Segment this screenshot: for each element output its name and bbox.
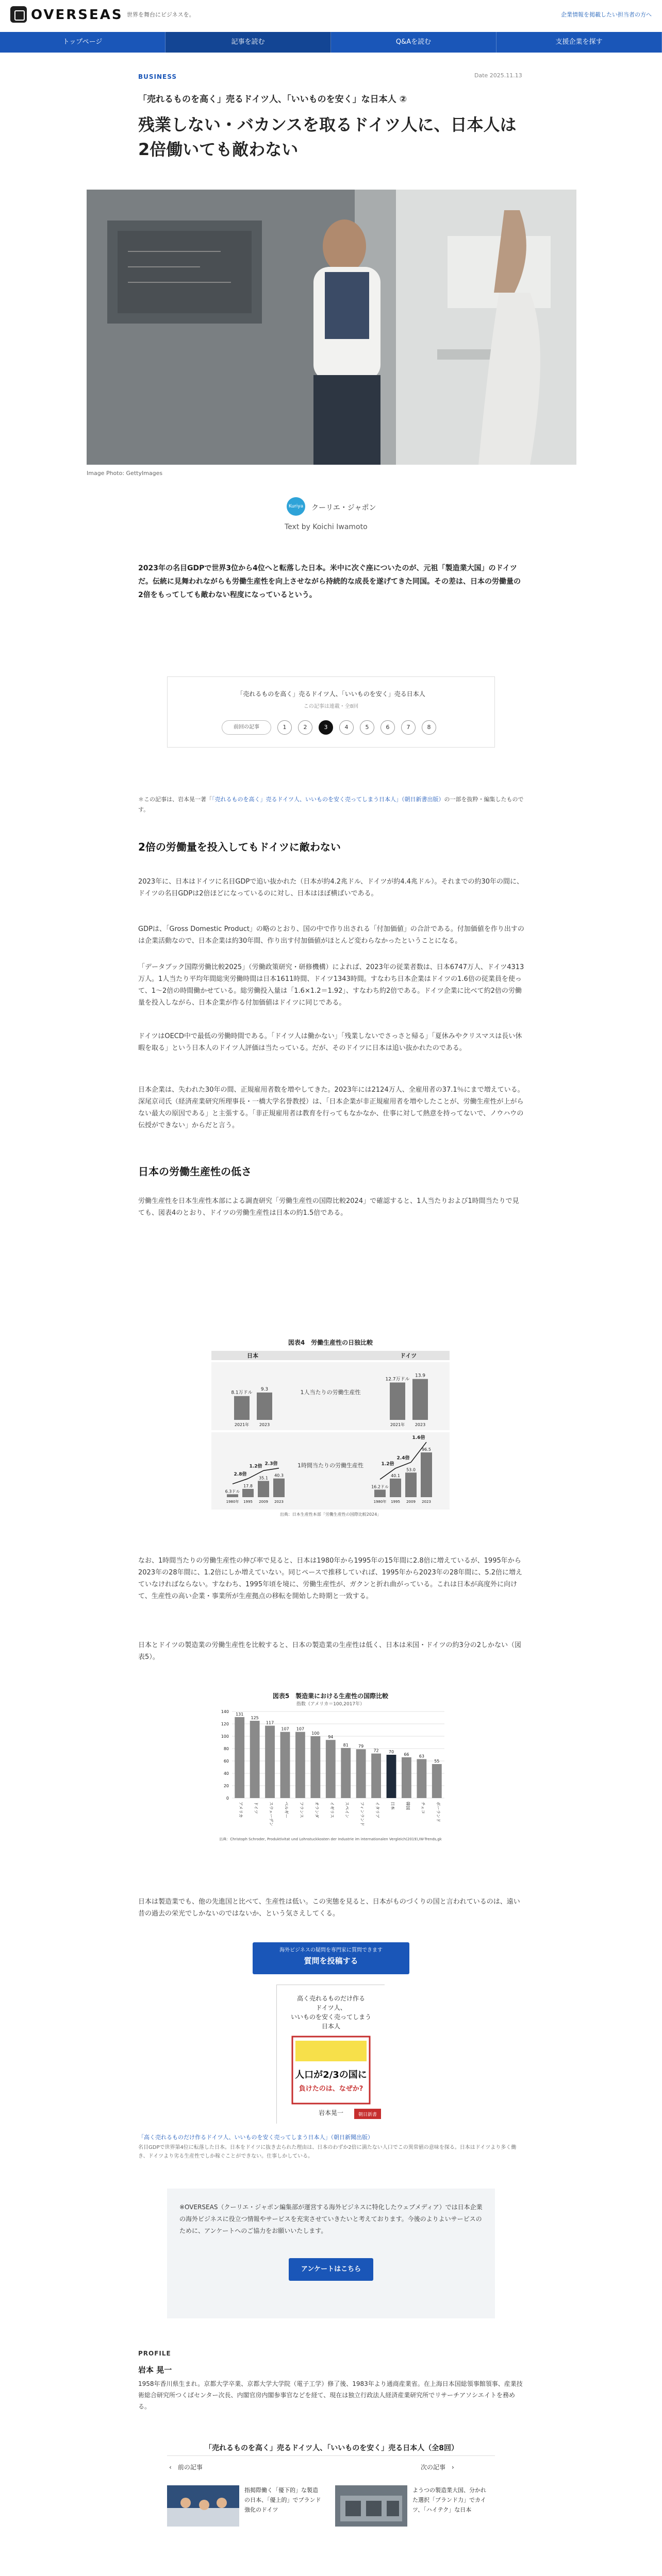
ask-sub-label: 海外ビジネスの疑問を専門家に質問できます: [279, 1947, 383, 1953]
paragraph: 2023年に、日本はドイツに名目GDPで追い抜かれた（日本が約4.2兆ドル、ドイツが約4.4兆ドル）。それまでの約30年の間に、ドイツの名目GDPは2倍ほどになっているのに対し、日本はほぼ横ばいである。: [138, 878, 524, 897]
chart5-category-label: フランス: [299, 1802, 304, 1818]
chart4-bar: [242, 1489, 254, 1497]
chart4-growth-label: 1.6倍: [412, 1435, 425, 1441]
page-8-button[interactable]: 8: [422, 720, 436, 735]
chart5-y-tick: 120: [221, 1722, 229, 1726]
chart5-y-tick: 0: [226, 1796, 229, 1801]
chart5-category-label: オランダ: [314, 1802, 319, 1818]
chart5-bar: [417, 1759, 426, 1798]
chart-figure-5: [211, 1691, 450, 1845]
chart4-col-japan: 日本: [247, 1352, 258, 1359]
chart4-title: 図表4 労働生産性の日独比較: [288, 1339, 373, 1346]
chart5-bar: [326, 1740, 336, 1798]
chart4-bar: [405, 1472, 417, 1497]
chart4-data-label: 53.0: [406, 1467, 416, 1472]
chart4-bar: [390, 1382, 405, 1420]
chart5-y-tick: 80: [223, 1747, 229, 1751]
chart4-tick-label: 2023: [274, 1500, 284, 1504]
chart4-tick-label: 2023: [259, 1422, 270, 1427]
survey-text: ※OVERSEAS（クーリエ・ジャポン編集部が運営する海外ビジネスに特化したウェブメディア）では日本企業の海外ビジネスに役立つ情報やサービスを充実させていきたいと考えております。今後のよりよいサービスのために、アンケートへのご協力をお願いいたします。: [179, 2204, 483, 2234]
chart5-category-label: ベルギー: [284, 1802, 289, 1818]
chart4-data-label: 6.3ドル: [225, 1489, 240, 1494]
chart5-category-label: 日本: [390, 1802, 395, 1810]
logo-mark-icon[interactable]: [10, 6, 27, 23]
chart4-data-label: 35.1: [259, 1476, 268, 1481]
book-headline: 人口が2/3の国に: [295, 2070, 367, 2080]
chart5-data-label: 55: [434, 1759, 440, 1764]
chart5-bar: [235, 1717, 244, 1798]
chart4-col-germany: ドイツ: [400, 1352, 417, 1359]
section-heading-2: 日本の労働生産性の低さ: [138, 1165, 252, 1178]
chart5-category-label: ドイツ: [254, 1802, 259, 1814]
chart4-tick-label: 1980年: [226, 1500, 239, 1504]
page-5-button[interactable]: 5: [360, 720, 374, 735]
chart5-category-label: 韓国: [405, 1802, 410, 1810]
page-7-button[interactable]: 7: [401, 720, 416, 735]
paragraph: GDPは、「Gross Domestic Product」の略のとおり、国の中で作り出される「付加価値」の合計である。付加価値を作り出すのは企業活動なので、日本企業は約30年間、作り出す付加価値がほとんど変わらなかったということになる。: [138, 925, 524, 945]
nav-item-articles[interactable]: 記事を読む: [166, 32, 331, 53]
chart4-tick-label: 1980年: [373, 1500, 387, 1504]
profile-name: 岩本 晃一: [138, 2365, 172, 2375]
chart5-bar: [295, 1732, 305, 1798]
chart5-data-label: 81: [343, 1742, 349, 1748]
paragraph: 「データブック国際労働比較2025」（労働政策研究・研修機構）によれば、2023年の従業者数は、日本6747万人、ドイツ4313万人。1人当たり平均年間総実労働時間は日本1611時間、ドイツ1343時間。すなわち日本企業はドイツの1.6倍の従業員を使って、1～2倍の時間働かせている。総労働投入量は「1.6×1.2＝1.92」、すなわち約2倍である。ドイツ企業に比べて約2倍の労働量を投入しながら、日本企業が作る付加価値はドイツに同じである。: [138, 963, 524, 1007]
author-avatar[interactable]: Kuriya: [287, 497, 305, 516]
site-tagline: 世界を舞台にビジネスを。: [127, 11, 195, 18]
book-title-line: 日本人: [321, 2023, 341, 2030]
chart4-panel1-label: 1人当たりの労働生産性: [300, 1389, 361, 1396]
chart5-data-label: 94: [328, 1735, 334, 1740]
chart4-tick-label: 2009: [406, 1500, 416, 1504]
chart4-growth-label: 2.4倍: [396, 1455, 410, 1461]
chart4-data-label: 9.3: [260, 1386, 269, 1392]
book-cover-art: [277, 1985, 385, 2124]
chart5-data-label: 70: [388, 1750, 394, 1754]
chart4-data-label: 96.5: [422, 1447, 431, 1452]
advertiser-link[interactable]: 企業情報を掲載したい担当者の方へ: [561, 11, 652, 18]
chevron-right-icon: ›: [445, 2464, 454, 2471]
paragraph: 日本とドイツの製造業の労働生産性を比較すると、日本の製造業の生産性は低く、日本は米国・ドイツの約3分の2しかない（図表5）。: [138, 1641, 521, 1661]
chart4-tick-label: 2023: [415, 1422, 426, 1427]
chart5-category-label: フィンランド: [360, 1802, 365, 1826]
chart5-category-label: アメリカ: [238, 1802, 243, 1818]
page-1-button[interactable]: 1: [277, 720, 292, 735]
chart4-bar: [234, 1396, 250, 1420]
profile-heading: PROFILE: [138, 2350, 171, 2357]
chart4-growth-label: 2.3倍: [264, 1461, 278, 1467]
chart4-data-label: 40.3: [274, 1473, 284, 1478]
series-count: この記事は連載・全8回: [303, 704, 359, 709]
article-category[interactable]: BUSINESS: [138, 73, 177, 80]
chart4-data-label: 17.8: [243, 1483, 253, 1488]
chart5-y-tick: 60: [223, 1759, 229, 1764]
nav-item-top[interactable]: トップページ: [0, 32, 166, 53]
image-credit: Image Photo: GettyImages: [87, 470, 163, 477]
next-article-title[interactable]: ようつの製造業大国、分かれた選択「ブランド力」でカイツ、「ハイテク」な日本: [412, 2487, 486, 2513]
chart4-bar: [421, 1452, 432, 1497]
chart4-growth-label: 2.8倍: [234, 1471, 247, 1477]
chart5-data-label: 66: [404, 1752, 409, 1757]
chart4-bar: [227, 1494, 238, 1497]
source-note: [138, 794, 525, 815]
chart5-y-tick: 20: [223, 1784, 229, 1788]
nav-item-qa[interactable]: Q&Aを読む: [331, 32, 496, 53]
chart5-source: 出典：Christoph Schroder, Produktivitat und Lohnstuckkosten der Industrie im internationalen Vergleich(2019),IW-Trends,gk: [219, 1837, 442, 1841]
chart4-tick-label: 1995: [243, 1500, 253, 1504]
book-title-line: いいものを安く売ってしまう: [290, 2013, 372, 2021]
book-headline2: 負けたのは、なぜか?: [299, 2085, 363, 2093]
chevron-left-icon: ‹: [169, 2464, 178, 2471]
chart4-tick-label: 1995: [391, 1500, 400, 1504]
book-title-line: 高く売れるものだけ作る: [296, 1995, 366, 2002]
chart4-growth-label: 1.2倍: [249, 1464, 262, 1469]
chart5-category-label: スウェーデン: [269, 1802, 274, 1826]
paragraph: 日本は製造業でも、他の先進国と比べて、生産性は低い。この実態を見ると、日本がものづくりの国と言われているのは、遠い昔の過去の栄光でしかないのではないか、という気さえしてくる。: [138, 1898, 520, 1918]
chart5-bar: [250, 1721, 260, 1798]
chart5-y-tick: 40: [223, 1771, 229, 1776]
chart5-data-label: 107: [281, 1726, 289, 1732]
book-caption[interactable]: 「高く売れるものだけ作るドイツ人、いいものを安く売ってしまう日本人」（朝日新聞出版）: [138, 2134, 373, 2141]
chart5-bar: [356, 1749, 366, 1798]
next-article-text: 次の記事: [421, 2464, 446, 2471]
chart4-bar: [273, 1479, 285, 1497]
series-nav-heading: 「売れるものを高く」売るドイツ人、「いいものを安く」売る日本人（全8回）: [204, 2444, 459, 2452]
chart4-data-label: 8.1万ドル: [231, 1390, 253, 1396]
chart4-tick-label: 2021年: [234, 1422, 250, 1427]
chart5-data-label: 100: [311, 1731, 320, 1736]
article-title: 残業しない・バカンスを取るドイツ人に、日本人は2倍働いても敵わない: [138, 115, 517, 159]
chart5-bar: [341, 1748, 351, 1798]
prev-article-thumbnail[interactable]: [167, 2485, 239, 2527]
chart5-y-tick: 100: [221, 1734, 229, 1739]
chart4-bar: [390, 1479, 401, 1497]
book-description: 名目GDPで世界第4位に転落した日本。日本をドイツに抜き去られた理由は、日本のわずか2倍に満たない人口でこの異常値の意味を探る。日本はドイツより多く働き、ドイツより劣る生産性でしか稼ぐことができない。仕事しかしている。: [138, 2145, 517, 2159]
chart5-bar: [432, 1764, 442, 1798]
paragraph: なお、1時間当たりの労働生産性の伸び率で見ると、日本は1980年から1995年の15年間に2.8倍に増えているが、1995年から2023年の28年間に、1.2倍にしか増えていない。同じペースで推移していれば、1995年から2023年の28年間に、5.2倍に増えていなければならない。すなわち、1995年頃を境に、労働生産性が、ガクンと折れ曲がっている。これは日本が高度外に向けて、生産性の高い企業・事業所が生産拠点の移転を開始した時期と一致する。: [138, 1557, 523, 1600]
survey-button[interactable]: アンケートはこちら: [289, 2258, 373, 2281]
chart5-category-label: イギリス: [329, 1802, 335, 1818]
paragraph: ドイツはOECD中で最低の労働時間である。「ドイツ人は働かない」「残業しないでさっさと帰る」「夏休みやクリスマスは長い休暇を取る」という日本人のドイツ人評価は当たっている。だが、そのドイツに日本は追い抜かれたのである。: [138, 1032, 522, 1052]
paragraph: 日本企業は、失われた30年の間、正規雇用者数を増やしてきた。2023年には2124万人、全雇用者の37.1％にまで増えている。深尾京司氏（経済産業研究所理事長・一橋大学名誉教授）は、「日本企業が非正規雇用者を増やしたことが、労働生産性が上がらない最大の原因である」と主張する。「非正規雇用者は教育を行ってもなかなか、仕事に対して熱意を持ってないで、ノウハウの伝授ができない」からだと言う。: [138, 1086, 524, 1129]
next-article-label[interactable]: [421, 2463, 454, 2471]
series-title: 「売れるものを高く」売るドイツ人、「いいものを安く」売る日本人: [237, 690, 425, 698]
chart-figure-4: [211, 1336, 450, 1518]
chart5-bar: [265, 1726, 275, 1798]
page-6-button[interactable]: 6: [380, 720, 395, 735]
chart5-category-label: チェコ: [420, 1802, 425, 1814]
book-author: 岩本晃一: [318, 2109, 344, 2116]
chart5-category-label: イタリア: [375, 1802, 380, 1818]
chart4-data-label: 40.1: [391, 1473, 400, 1478]
chart5-data-label: 79: [358, 1744, 364, 1749]
nav-item-companies[interactable]: 支援企業を探す: [496, 32, 662, 53]
chart4-data-label: 16.2ドル: [371, 1484, 389, 1489]
main-nav: [0, 32, 662, 53]
chart5-data-label: 63: [419, 1754, 424, 1759]
prev-article-label[interactable]: [169, 2463, 203, 2471]
chart4-data-label: 13.9: [415, 1373, 426, 1379]
chart5-data-label: 117: [266, 1720, 274, 1725]
note-prefix: ＊この記事は、岩本晃一著「: [138, 796, 212, 803]
article-date: Date 2025.11.13: [474, 72, 522, 79]
paragraph: 労働生産性を日本生産性本部による調査研究「労働生産性の国際比較2024」で確認すると、1人当たりおよび1時間当たりで見ても、図表4のとおり、ドイツの労働生産性は日本の約1.5倍である。: [138, 1197, 519, 1217]
profile-text: 1958年香川県生まれ。京都大学卒業、京都大学大学院（電子工学）修了後、1983年より通商産業省。在上海日本国総領事館領事、産業技術総合研究所つくばセンター次長、内閣官房内閣参事官などを経て、現在は独立行政法人経済産業研究所でリサーチアソシエイトを務める。: [138, 2380, 523, 2410]
book-link[interactable]: 「売れるものを高く」売るドイツ人、いいものを安く売ってしまう日本人」（朝日新書出版）: [212, 796, 444, 803]
chart5-bar: [371, 1754, 381, 1798]
chart5-title: 図表5 製造業における生産性の国際比較: [272, 1692, 389, 1700]
chart4-bar: [374, 1489, 386, 1497]
hero-image: [87, 190, 576, 465]
chart5-bar: [280, 1732, 290, 1798]
series-pagination: [222, 720, 436, 735]
chart5-category-label: スペイン: [344, 1802, 350, 1818]
page-2-button[interactable]: 2: [298, 720, 312, 735]
author-credit: Text by Koichi Iwamoto: [285, 523, 368, 531]
chart4-panel2-label: 1時間当たりの労働生産性: [297, 1462, 363, 1469]
page-4-button[interactable]: 4: [339, 720, 354, 735]
article-subtitle: 「売れるものを高く」売るドイツ人、「いいものを安く」な日本人 ②: [138, 94, 407, 105]
chart4-tick-label: 2023: [422, 1500, 431, 1504]
chart5-y-tick: 140: [221, 1709, 229, 1714]
divider: [167, 2455, 495, 2456]
book-cover[interactable]: [276, 1985, 385, 2124]
chart5-subtitle: 指数（アメリカ＝100,2017年）: [296, 1702, 365, 1707]
next-article-thumbnail[interactable]: [335, 2485, 407, 2527]
chart5-data-label: 72: [373, 1748, 379, 1753]
chart4-tick-label: 2009: [259, 1500, 268, 1504]
chart4-tick-label: 2021年: [390, 1422, 405, 1427]
section-heading-1: 2倍の労働量を投入してもドイツに敵わない: [138, 841, 341, 853]
chart5-category-label: ポーランド: [436, 1802, 441, 1822]
chart4-bar: [412, 1379, 428, 1420]
chart5-data-label: 125: [251, 1716, 259, 1720]
prev-article-title[interactable]: 指掲際働く「優下的」な製造の日本、「優上的」でブランド強化のドイツ: [244, 2487, 321, 2513]
chart5-bar: [310, 1736, 320, 1798]
prev-article-button[interactable]: 前回の記事: [222, 720, 271, 735]
chart5-data-label: 131: [236, 1711, 244, 1717]
chart4-growth-label: 1.2倍: [381, 1461, 394, 1467]
chart4-source: 出典：日本生産性本部「労働生産性の国際比較2024」: [279, 1512, 382, 1517]
chart5-data-label: 107: [296, 1726, 305, 1732]
chart4-bar: [258, 1481, 269, 1497]
article-lead: 2023年の名目GDPで世界3位から4位へと転落した日本。米中に次ぐ座についたのが、元祖「製造業大国」のドイツだ。伝統に見舞われながらも労働生産性を向上させながら持続的な成長を遂げてきた同国。その差は、日本の労働量の2倍をもってしても敵わない程度になっているという。: [138, 564, 521, 599]
chart5-bar: [402, 1757, 411, 1798]
office-photo: [87, 190, 576, 465]
chart4-data-label: 12.7万ドル: [385, 1377, 410, 1382]
ask-main-label: 質問を投稿する: [304, 1956, 358, 1965]
chart4-bar: [257, 1393, 272, 1420]
chart5-bar: [387, 1755, 396, 1798]
book-publisher: 朝日新書: [358, 2112, 377, 2117]
author-name[interactable]: クーリエ・ジャポン: [311, 504, 376, 512]
page-3-button[interactable]: 3: [319, 720, 333, 735]
book-title-line: ドイツ人、: [316, 2004, 346, 2011]
series-pager: [167, 676, 495, 748]
prev-article-text: 前の記事: [177, 2464, 203, 2471]
note-suffix: の一部を抜粋・編集したものです。: [138, 796, 524, 813]
site-logo[interactable]: OVERSEAS: [31, 7, 123, 23]
